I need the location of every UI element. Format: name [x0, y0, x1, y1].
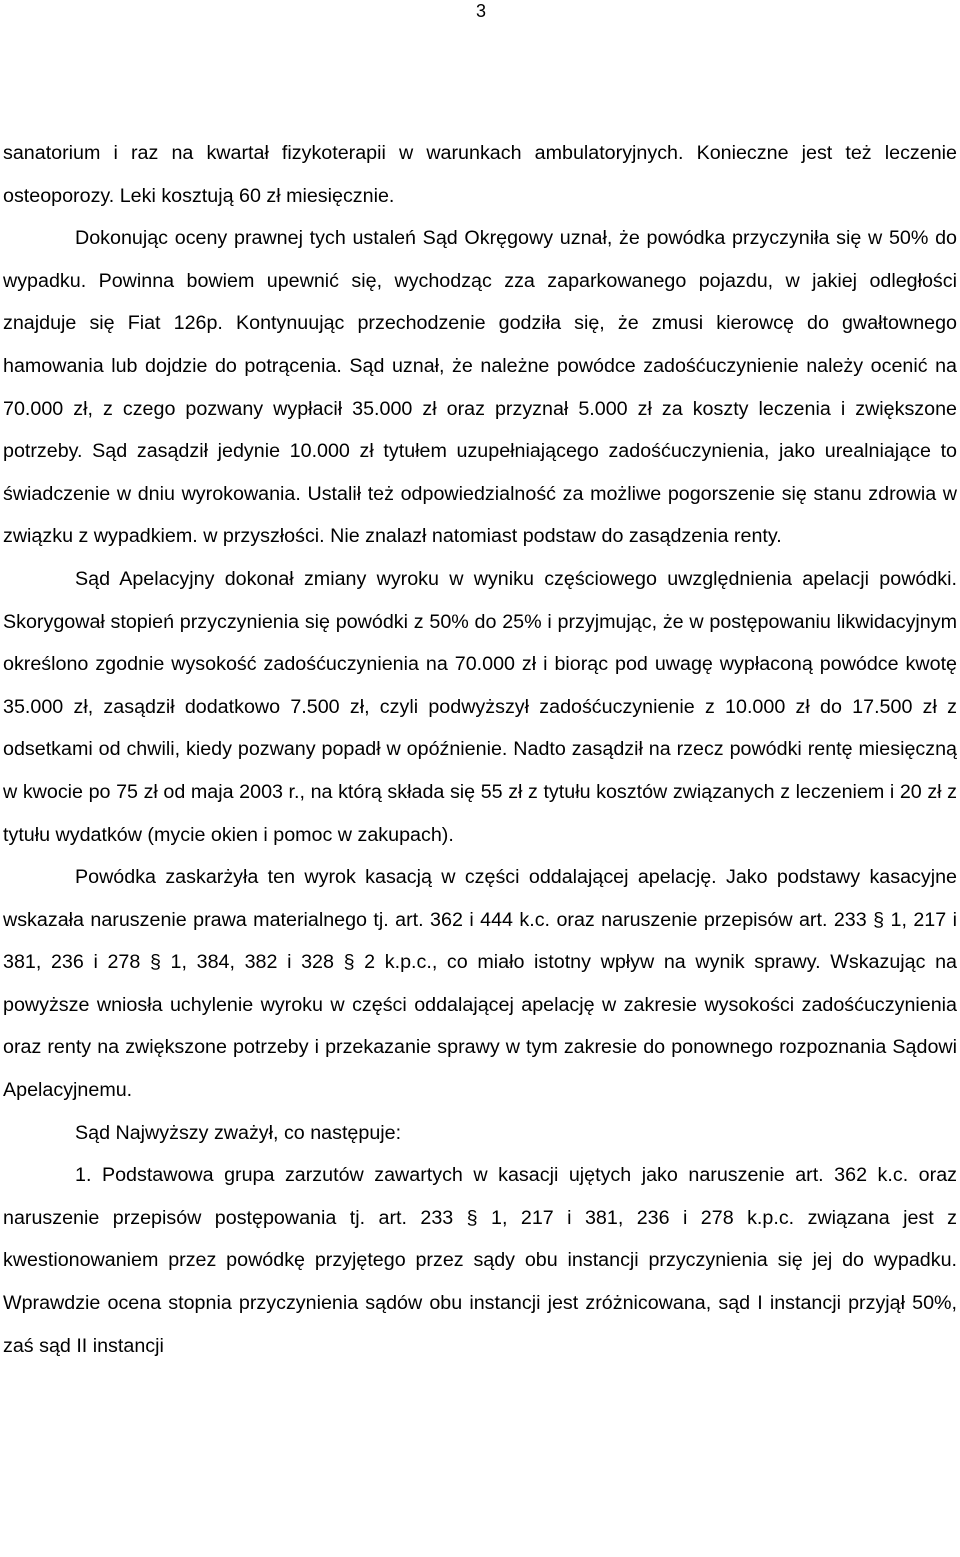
page-number: 3: [475, 1, 486, 21]
paragraph-point-1: 1. Podstawowa grupa zarzutów zawartych w kasacji ujętych jako naruszenie art. 362 k.c. oraz naruszenie przepisów postępowania tj. art. 233 § 1, 217 i 381, 236 i 278 k.p.c. związana jest z kwestionowaniem przez powódkę przyjętego przez sądy obu instancji przyczynienia się jej do wypadku. Wprawdzie ocena stopnia przyczynienia sądów obu instancji jest zróżnicowana, sąd I instancji przyjął 50%, zaś sąd II instancji: [3, 1164, 957, 1357]
paragraph-kasacja: Powódka zaskarżyła ten wyrok kasacją w części oddalającej apelację. Jako podstawy kasacyjne wskazała naruszenie prawa materialnego tj. art. 362 i 444 k.c. oraz naruszenie przepisów art. 233 § 1, 217 i 381, 236 i 278 § 1, 384, 382 i 328 § 2 k.p.c., co miało istotny wpływ na wynik sprawy. Wskazując na powyższe wniosła uchylenie wyroku w części oddalającej apelację w zakresie wysokości zadośćuczynienia oraz renty na zwiększone potrzeby i przekazanie sprawy w tym zakresie do ponownego rozpoznania Sądowi Apelacyjnemu.: [3, 866, 957, 1102]
paragraph-sad-okregowy: Dokonując oceny prawnej tych ustaleń Sąd Okręgowy uznał, że powódka przyczyniła się w 50% do wypadku. Powinna bowiem upewnić się, wychodząc zza zaparkowanego pojazdu, w jakiej odległości znajduje się Fiat 126p. Kontynuując przechodzenie godziła się, że zmusi kierowcę do gwałtownego hamowania lub dojdzie do potrącenia. Sąd uznał, że należne powódce zadośćuczynienie należy ocenić na 70.000 zł, z czego pozwany wypłacił 35.000 zł oraz przyznał 5.000 zł za koszty leczenia i zwiększone potrzeby. Sąd zasądził jedynie 10.000 zł tytułem uzupełniającego zadośćuczynienia, jako urealniające to świadczenie w dniu wyrokowania. Ustalił też odpowiedzialność za możliwe pogorszenie się stanu zdrowia w związku z wypadkiem. w przyszłości. Nie znalazł natomiast podstaw do zasądzenia renty.: [3, 227, 957, 548]
paragraph-sad-najwyzszy-heading: Sąd Najwyższy zważył, co następuje:: [75, 1121, 402, 1144]
paragraph-continuation: sanatorium i raz na kwartał fizykoterapii w warunkach ambulatoryjnych. Konieczne jest też leczenie osteoporozy. Leki kosztują 60 zł miesięcznie.: [3, 142, 957, 207]
document-body: [3, 132, 957, 1367]
paragraph-sad-apelacyjny: Sąd Apelacyjny dokonał zmiany wyroku w wyniku częściowego uwzględnienia apelacji powódki. Skorygował stopień przyczynienia się powódki z 50% do 25% i przyjmując, że w postępowaniu likwidacyjnym określono zgodnie wysokość zadośćuczynienia na 70.000 zł i biorąc pod uwagę wypłaconą powódce kwotę 35.000 zł, zasądził dodatkowo 7.500 zł, czyli podwyższył zadośćuczynienie z 10.000 zł do 17.500 zł z odsetkami od chwili, kiedy pozwany popadł w opóźnienie. Nadto zasądził na rzecz powódki rentę miesięczną w kwocie po 75 zł od maja 2003 r., na którą składa się 55 zł z tytułu kosztów związanych z leczeniem i 20 zł z tytułu wydatków (mycie okien i pomoc w zakupach).: [3, 567, 957, 846]
